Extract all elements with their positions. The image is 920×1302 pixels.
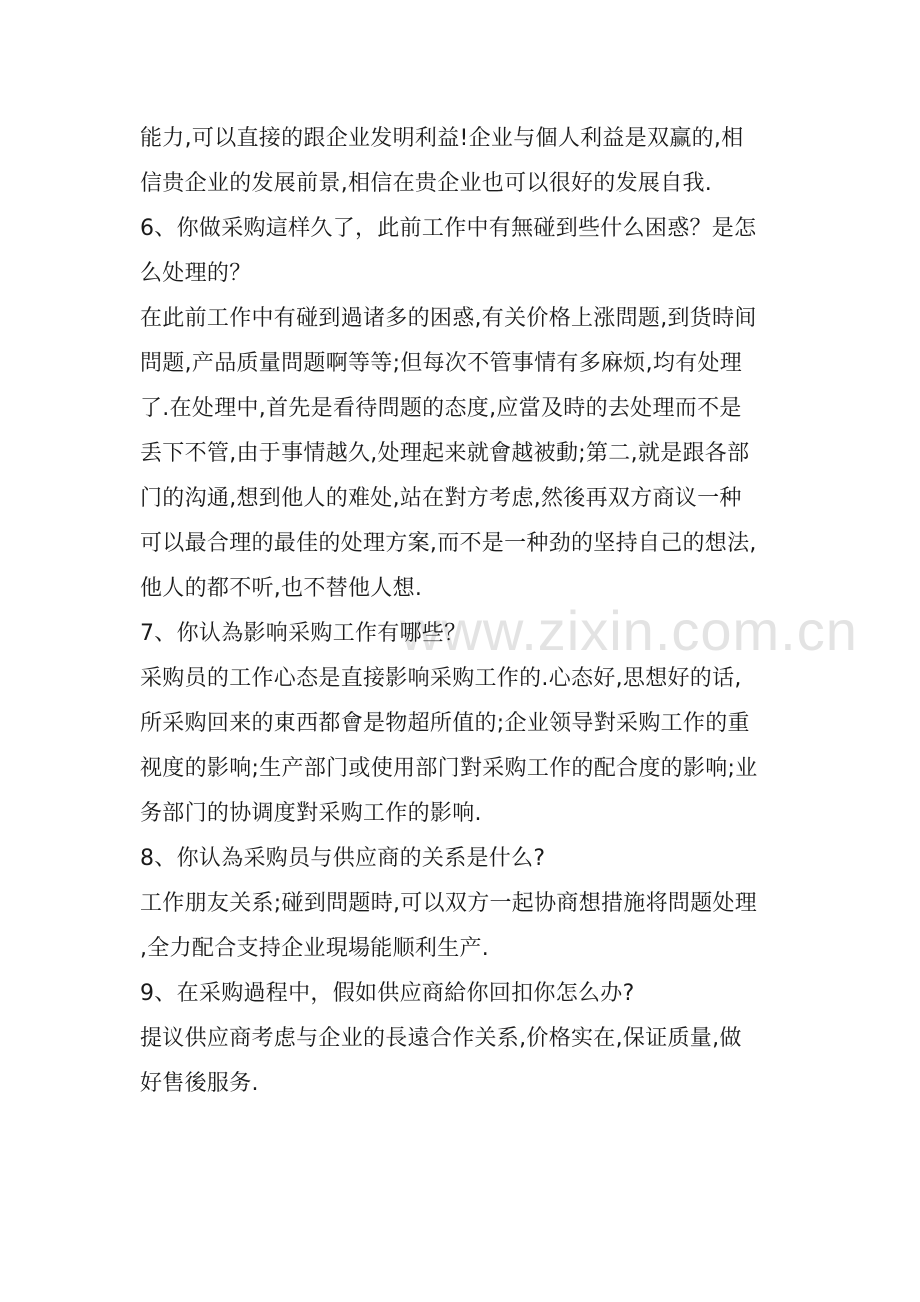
text-line: 丢下不管,由于事情越久,处理起来就會越被動;第二,就是跟各部	[140, 441, 750, 466]
answer-6: 在此前工作中有碰到過诸多的困惑,有关价格上涨問题,到货時间	[140, 306, 757, 331]
text-line: 可以最合理的最佳的处理方案,而不是一种劲的坚持自己的想法,	[140, 531, 757, 556]
text-line: 好售後服务.	[140, 1071, 259, 1096]
document-body	[140, 116, 800, 1106]
question-6: 6、你做采购這样久了，此前工作中有無碰到些什么困惑？是怎	[140, 216, 757, 241]
text-line: 他人的都不听,也不替他人想.	[140, 576, 423, 601]
question-6-cont: 么处理的？	[140, 261, 252, 286]
text-line: 视度的影响;生产部门或使用部门對采购工作的配合度的影响;业	[140, 756, 758, 781]
text-line: 了.在处理中,首先是看待問题的态度,应當及時的去处理而不是	[140, 396, 742, 421]
answer-7: 采购员的工作心态是直接影响采购工作的.心态好,思想好的话,	[140, 666, 742, 691]
text-line: 能力,可以直接的跟企业发明利益!企业与個人利益是双赢的,相	[140, 126, 744, 151]
answer-9: 提议供应商考虑与企业的長遠合作关系,价格实在,保证质量,做	[140, 1026, 742, 1051]
text-line: 問题,产品质量問题啊等等;但每次不管事情有多麻烦,均有处理	[140, 351, 743, 376]
text-line: 务部门的协调度對采购工作的影响.	[140, 801, 482, 826]
text-line: 门的沟通,想到他人的难处,站在對方考虑,然後再双方商议一种	[140, 486, 742, 511]
question-7: 7、你认為影响采购工作有哪些？	[140, 621, 467, 646]
watermark: www.zixin.com.cn	[400, 599, 858, 662]
text-line: 信贵企业的发展前景,相信在贵企业也可以很好的发展自我.	[140, 171, 713, 196]
answer-8: 工作朋友关系;碰到問题時,可以双方一起协商想措施将問题处理	[140, 891, 758, 916]
text-line: ,全力配合支持企业現場能顺利生产.	[140, 936, 490, 961]
question-8: 8、你认為采购员与供应商的关系是什么?	[140, 846, 546, 871]
question-9: 9、在采购過程中，假如供应商給你回扣你怎么办?	[140, 981, 635, 1006]
text-line: 所采购回来的東西都會是物超所值的;企业领导對采购工作的重	[140, 711, 750, 736]
